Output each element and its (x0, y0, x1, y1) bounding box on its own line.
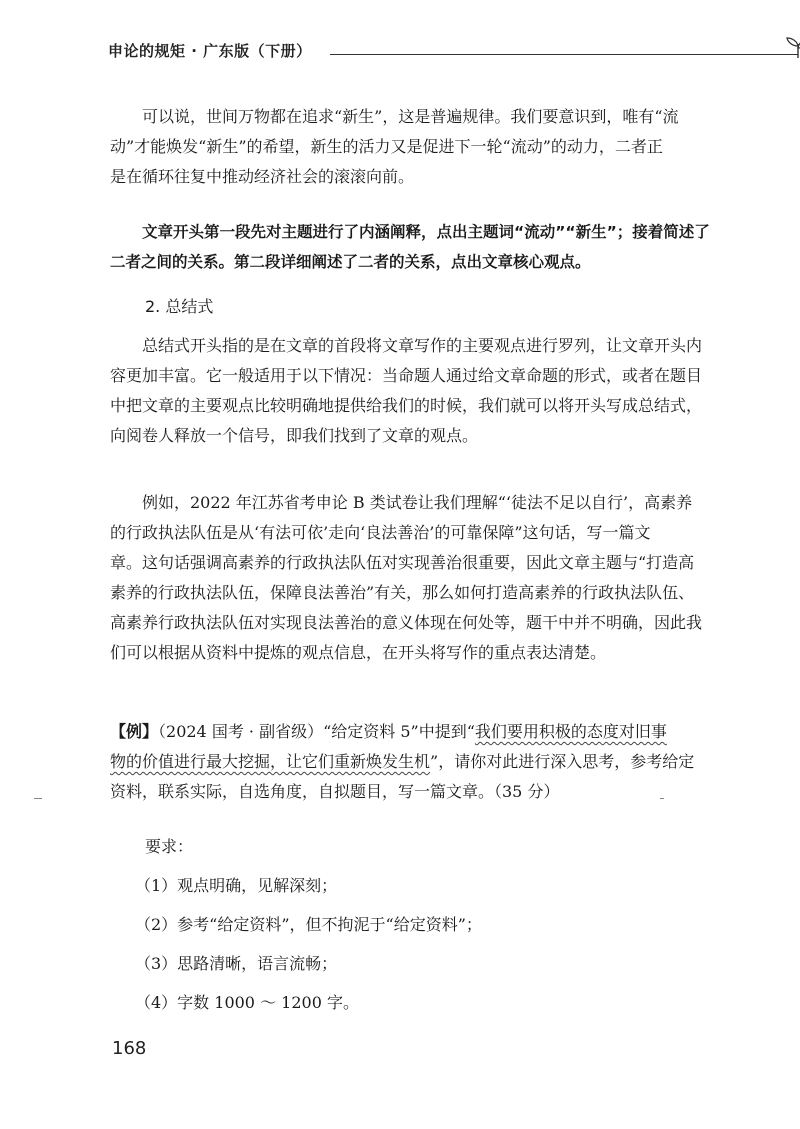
text-line: 容更加丰富。它一般适用于以下情况：当命题人通过给文章命题的形式，或者在题目 (110, 366, 703, 385)
text-line: 向阅卷人释放一个信号，即我们找到了文章的观点。 (110, 426, 479, 445)
text-line: 总结式开头指的是在文章的首段将文章写作的主要观点进行罗列，让文章开头内 (142, 336, 703, 355)
text-line: 例如，2022 年江苏省考申论 B 类试卷让我们理解“‘徒法不足以自行’，高素养 (142, 493, 693, 512)
requirement-item: （4）字数 1000 ～ 1200 字。 (135, 993, 359, 1012)
example-question (110, 717, 710, 807)
requirements-title: 要求： (145, 837, 194, 856)
text-line: 动”才能焕发“新生”的希望，新生的活力又是促进下一轮“流动”的动力，二者正 (110, 137, 663, 156)
scan-mark (34, 798, 42, 799)
book-title: 申论的规矩 · 广东版（下册） (108, 42, 312, 60)
text-line: 章。这句话强调高素养的行政执法队伍对实现善治很重要，因此文章主题与“打造高 (110, 553, 695, 572)
text-line: 们可以根据从资料中提炼的观点信息，在开头将写作的重点表达清楚。 (110, 643, 607, 662)
text-line: 素养的行政执法队伍，保障良法善治”有关，那么如何打造高素养的行政执法队伍、 (110, 583, 695, 602)
text-line (110, 717, 710, 747)
text-line: 高素养行政执法队伍对实现良法善治的意义体现在何处等，题干中并不明确，因此我 (110, 613, 703, 632)
text-line: 中把文章的主要观点比较明确地提供给我们的时候，我们就可以将开头写成总结式， (110, 396, 703, 415)
quoted-text: 我们要用积极的态度对旧事 (474, 722, 667, 741)
sprout-icon (778, 36, 800, 60)
commentary-paragraph (110, 217, 710, 277)
text-line: 是在循环往复中推动经济社会的滚滚向前。 (110, 167, 415, 186)
running-header (108, 36, 708, 68)
text-line: 二者之间的关系。第二段详细阐述了二者的关系，点出文章核心观点。 (110, 253, 591, 271)
text-line (110, 747, 710, 777)
example-prompt: ”，请你对此进行深入思考，参考给定 (430, 752, 695, 771)
paragraph-intro (110, 102, 710, 192)
text-line: 可以说，世间万物都在追求“新生”，这是普遍规律。我们要意识到，唯有“流 (142, 107, 679, 126)
paragraph-example-analysis (110, 488, 710, 668)
requirement-item: （3）思路清晰，语言流畅； (135, 954, 338, 973)
example-source: （2024 国考 · 副省级）“给定资料 5”中提到“ (158, 722, 475, 741)
quoted-text: 物的价值进行最大挖掘，让它们重新焕发生机 (110, 752, 431, 771)
requirement-item: （1）观点明确，见解深刻； (135, 876, 338, 895)
text-line: 的行政执法队伍是从‘有法可依’走向‘良法善治’的可靠保障”这句话，写一篇文 (110, 523, 651, 542)
example-label: 【例】 (110, 722, 159, 741)
scan-mark (660, 798, 664, 799)
header-rule (330, 54, 798, 55)
text-line: 文章开头第一段先对主题进行了内涵阐释，点出主题词“流动”“新生”；接着简述了 (142, 223, 710, 241)
page-number: 168 (112, 1038, 147, 1059)
paragraph-summary-style (110, 331, 710, 451)
section-heading: 2. 总结式 (145, 297, 214, 316)
requirement-item: （2）参考“给定资料”，但不拘泥于“给定资料”； (135, 915, 482, 934)
text-line: 资料，联系实际，自选角度，自拟题目，写一篇文章。（35 分） (110, 782, 560, 801)
